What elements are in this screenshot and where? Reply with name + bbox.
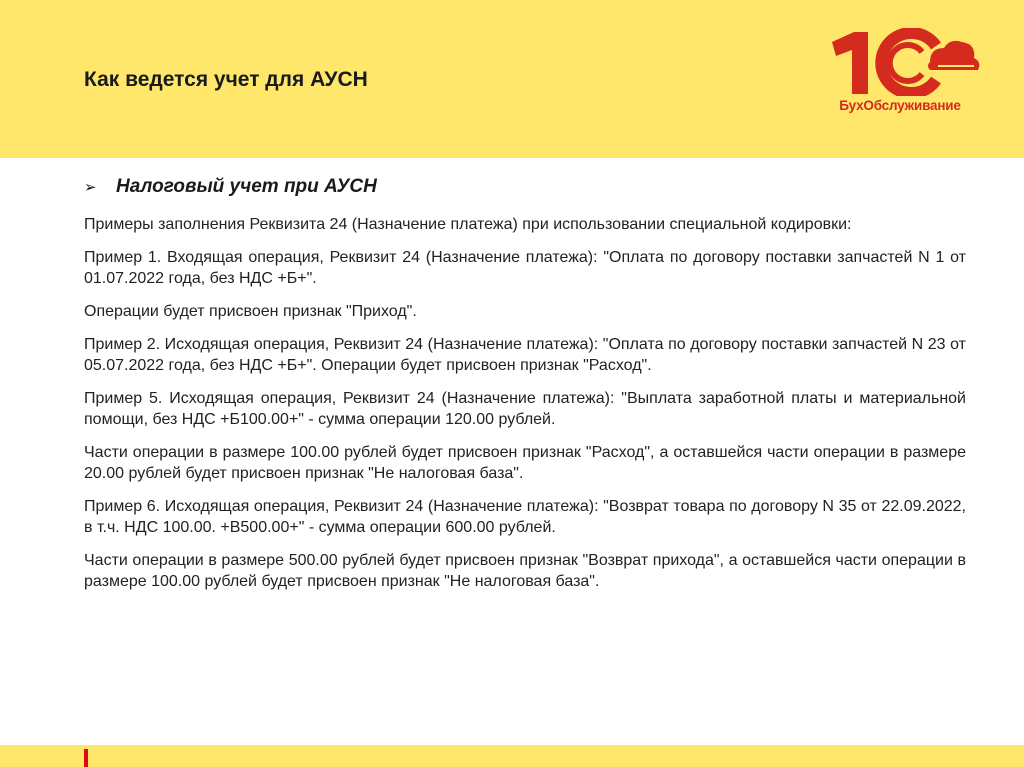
- logo-1c-mark: [824, 28, 982, 96]
- slide-title: Как ведется учет для АУСН: [84, 68, 368, 91]
- paragraph-example-1-result: Операции будет присвоен признак "Приход".: [84, 303, 417, 320]
- paragraph-example-2: Пример 2. Исходящая операция, Реквизит 24 (Назначение платежа): "Оплата по договору поставки запчастей N 23 от 05.07.2022 года, без НДС +Б+". Операции будет присвоен признак "Расход".: [84, 336, 966, 374]
- paragraph-example-5-result: Части операции в размере 100.00 рублей будет присвоен признак "Расход", а оставшейся части операции в размере 20.00 рублей будет присвоен признак "Не налоговая база".: [84, 444, 966, 482]
- paragraph-example-6: Пример 6. Исходящая операция, Реквизит 24 (Назначение платежа): "Возврат товара по договору N 35 от 22.09.2022, в т.ч. НДС 100.00. +В500.00+" - сумма операции 600.00 рублей.: [84, 498, 966, 536]
- subheading-text: Налоговый учет при АУСН: [116, 176, 377, 197]
- paragraph-example-5: Пример 5. Исходящая операция, Реквизит 24 (Назначение платежа): "Выплата заработной платы и материальной помощи, без НДС +Б100.00+" - сумма операции 120.00 рублей.: [84, 390, 966, 428]
- content-area: [84, 176, 966, 604]
- footer-band: [0, 745, 1024, 767]
- arrow-bullet-icon: ➢: [84, 179, 97, 196]
- company-logo: [820, 28, 985, 128]
- paragraph-example-6-result: Части операции в размере 500.00 рублей будет присвоен признак "Возврат прихода", а оставшейся части операции в размере 100.00 рублей будет присвоен признак "Не налоговая база".: [84, 552, 966, 590]
- footer-accent-mark: [84, 749, 88, 767]
- paragraph-intro: Примеры заполнения Реквизита 24 (Назначение платежа) при использовании специальной кодировки:: [84, 216, 852, 233]
- header-band: [0, 0, 1024, 158]
- logo-caption: БухОбслуживание: [839, 98, 961, 113]
- section-subheading: [84, 176, 966, 198]
- paragraph-example-1: Пример 1. Входящая операция, Реквизит 24 (Назначение платежа): "Оплата по договору поставки запчастей N 1 от 01.07.2022 года, без НДС +Б+".: [84, 249, 966, 287]
